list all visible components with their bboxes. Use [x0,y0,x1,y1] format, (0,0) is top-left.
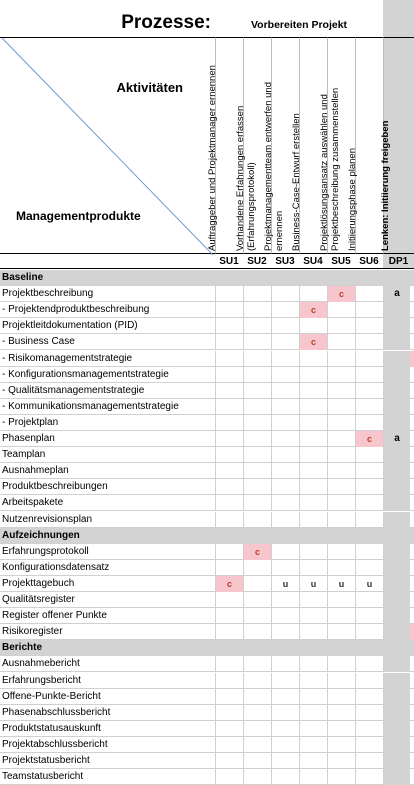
matrix-cell[interactable] [215,399,243,415]
matrix-cell[interactable] [299,463,327,479]
matrix-cell[interactable] [271,721,299,737]
matrix-cell[interactable] [271,399,299,415]
matrix-cell[interactable] [299,495,327,511]
product-label: - Konfigurationsmanagementstrategie [2,368,169,380]
matrix-cell[interactable] [243,479,271,495]
matrix-cell[interactable] [383,737,410,753]
matrix-cell[interactable] [327,673,355,689]
product-label: Phasenplan [2,433,55,444]
matrix-cell[interactable] [299,608,327,624]
product-label: Nutzenrevisionsplan [2,513,93,525]
activity-name: Projektlösungsansatz auswählen und Projektbeschreibung zusammenstellen [319,87,341,251]
matrix-cell[interactable]: c [215,576,243,592]
matrix-cell[interactable] [215,334,243,350]
matrix-cell[interactable] [383,463,410,479]
matrix-cell[interactable] [243,495,271,511]
matrix-cell[interactable] [271,544,299,560]
matrix-cell[interactable] [243,769,271,785]
activity-code: SU5 [327,254,355,269]
matrix-cell[interactable] [355,334,383,350]
matrix-cell[interactable] [215,624,243,640]
matrix-cell[interactable] [299,383,327,399]
activities-label: Aktivitäten [116,80,183,95]
activity-code: SU3 [271,254,299,269]
matrix-cell[interactable]: u [355,576,383,592]
matrix-cell[interactable] [299,689,327,705]
product-label: Teamplan [2,449,46,461]
product-label: Produktstatusauskunft [2,722,101,734]
matrix-cell[interactable] [271,608,299,624]
matrix-cell[interactable] [383,351,410,367]
matrix-cell[interactable] [215,656,243,672]
matrix-cell[interactable] [243,753,271,769]
product-label: Konfigurationsdatensatz [2,561,110,573]
product-label: Erfahrungsbericht [2,674,81,686]
matrix-cell[interactable] [243,415,271,431]
matrix-cell[interactable] [215,737,243,753]
matrix-cell[interactable] [215,705,243,721]
matrix-cell[interactable] [327,415,355,431]
matrix-cell[interactable] [355,673,383,689]
table-row [0,383,414,399]
matrix-cell[interactable] [215,383,243,399]
matrix-cell[interactable] [383,608,410,624]
matrix-cell[interactable] [299,351,327,367]
matrix-cell[interactable] [355,656,383,672]
matrix-cell[interactable] [327,463,355,479]
matrix-cell[interactable] [383,592,410,608]
table-row [0,576,414,592]
code-row-blank [0,254,215,269]
matrix-cell[interactable] [327,512,355,528]
matrix-cell[interactable] [355,769,383,785]
table-row [0,689,414,705]
matrix-cell[interactable] [243,463,271,479]
matrix-cell[interactable] [243,367,271,383]
activity-code: SU6 [355,254,383,269]
matrix-cell[interactable] [355,689,383,705]
product-label: Projektabschlussbericht [2,738,108,750]
matrix-cell[interactable] [355,286,383,302]
activity-name: Business-Case-Entwurf erstellen [291,113,302,251]
matrix-cell[interactable] [355,351,383,367]
product-label: Projekttagebuch [2,577,75,589]
matrix-cell[interactable]: c [327,286,355,302]
matrix-cell[interactable] [271,753,299,769]
activity-name: Auftraggeber und Projektmanager ernennen [207,65,218,251]
product-label: Offene-Punkte-Bericht [2,690,101,702]
matrix-cell[interactable] [243,656,271,672]
matrix-cell[interactable] [299,721,327,737]
matrix-cell[interactable] [243,592,271,608]
matrix-cell[interactable] [243,624,271,640]
matrix-cell[interactable] [383,512,410,528]
matrix-cell[interactable] [327,479,355,495]
matrix-cell[interactable] [383,544,410,560]
matrix-cell[interactable] [355,495,383,511]
table-row [0,673,414,689]
matrix-cell[interactable]: c [243,544,271,560]
product-label: Risikoregister [2,626,63,638]
matrix-cell[interactable] [383,479,410,495]
matrix-cell[interactable] [243,302,271,318]
table-row [0,318,414,334]
matrix-cell[interactable] [271,592,299,608]
matrix-cell[interactable] [383,560,410,576]
matrix-cell[interactable]: a [383,286,410,302]
matrix-cell[interactable] [215,318,243,334]
matrix-cell[interactable] [299,399,327,415]
matrix-cell[interactable] [299,367,327,383]
matrix-cell[interactable] [327,431,355,447]
matrix-cell[interactable] [327,318,355,334]
matrix-cell[interactable] [299,737,327,753]
matrix-cell[interactable] [327,753,355,769]
activity-header-dp1 [380,37,414,254]
offscreen-cell-marker [410,351,414,367]
matrix-cell[interactable] [383,367,410,383]
product-label: Arbeitspakete [2,497,64,509]
matrix-cell[interactable] [355,383,383,399]
product-label: Teamstatusbericht [2,771,84,783]
matrix-cell[interactable] [243,737,271,753]
activity-name: Initiierungsphase planen [347,148,358,251]
matrix-cell[interactable] [355,721,383,737]
matrix-cell[interactable] [383,399,410,415]
matrix-cell[interactable] [215,512,243,528]
matrix-cell[interactable] [243,431,271,447]
activity-header-su6 [347,37,383,254]
matrix-cell[interactable] [215,560,243,576]
matrix-cell[interactable] [355,463,383,479]
matrix-cell[interactable] [215,689,243,705]
matrix-cell[interactable] [271,689,299,705]
matrix-cell[interactable] [327,721,355,737]
matrix-cell[interactable] [243,560,271,576]
matrix-cell[interactable] [327,495,355,511]
matrix-cell[interactable] [271,705,299,721]
matrix-cell[interactable] [383,705,410,721]
product-label: - Projektendproduktbeschreibung [2,304,150,316]
matrix-cell[interactable] [355,705,383,721]
product-label: Produktbeschreibungen [2,481,108,493]
activity-name: Vorhandene Erfahrungen erfassen (Erfahrungsprotokoll) [235,105,257,251]
matrix-cell[interactable] [355,479,383,495]
matrix-cell[interactable]: u [271,576,299,592]
product-label: - Projektplan [2,416,59,428]
matrix-cell[interactable] [243,512,271,528]
table-row [0,399,414,415]
activity-code: SU1 [215,254,243,269]
table-row [0,463,414,479]
table-row [0,479,414,495]
section-header [0,640,414,656]
matrix-cell[interactable] [215,415,243,431]
matrix-cell[interactable] [299,544,327,560]
matrix-cell[interactable] [271,431,299,447]
matrix-cell[interactable] [215,721,243,737]
matrix-cell[interactable] [215,302,243,318]
matrix-cell[interactable] [215,351,243,367]
matrix-cell[interactable] [243,399,271,415]
matrix-cell[interactable] [271,415,299,431]
matrix-cell[interactable] [215,544,243,560]
matrix-cell[interactable] [299,560,327,576]
matrix-cell[interactable] [383,383,410,399]
matrix-cell[interactable] [243,447,271,463]
matrix-cell[interactable] [383,495,410,511]
matrix-cell[interactable] [327,705,355,721]
matrix-cell[interactable] [271,334,299,350]
matrix-cell[interactable] [383,302,410,318]
matrix-cell[interactable] [299,656,327,672]
matrix-cell[interactable] [355,415,383,431]
matrix-cell[interactable] [383,415,410,431]
matrix-cell[interactable] [271,463,299,479]
table-row [0,592,414,608]
matrix-cell[interactable] [299,673,327,689]
activity-name: Lenken: Initiierung freigeben [380,120,391,251]
matrix-cell[interactable] [243,334,271,350]
product-label: - Business Case [2,336,75,348]
matrix-cell[interactable] [215,673,243,689]
matrix-cell[interactable] [383,753,410,769]
matrix-cell[interactable] [271,656,299,672]
matrix-cell[interactable] [355,560,383,576]
matrix-cell[interactable] [327,351,355,367]
matrix-cell[interactable]: c [299,334,327,350]
matrix-cell[interactable] [243,576,271,592]
table-row [0,544,414,560]
matrix-cell[interactable] [327,592,355,608]
matrix-cell[interactable] [215,592,243,608]
matrix-cell[interactable] [355,737,383,753]
matrix-cell[interactable] [355,318,383,334]
matrix-cell[interactable] [355,367,383,383]
matrix-cell[interactable] [355,447,383,463]
matrix-cell[interactable] [299,705,327,721]
table-row [0,367,414,383]
matrix-cell[interactable] [327,624,355,640]
matrix-cell[interactable] [299,447,327,463]
matrix-cell[interactable] [383,576,410,592]
matrix-cell[interactable] [271,624,299,640]
section-label: Aufzeichnungen [2,529,80,541]
matrix-cell[interactable] [383,673,410,689]
matrix-cell[interactable] [243,721,271,737]
matrix-cell[interactable]: u [299,576,327,592]
matrix-cell[interactable] [215,753,243,769]
product-label: Register offener Punkte [2,610,107,622]
sheet-title: Prozesse: [121,12,211,33]
section-header [0,528,414,544]
matrix-cell[interactable] [271,383,299,399]
matrix-cell[interactable] [299,769,327,785]
matrix-cell[interactable] [271,769,299,785]
matrix-cell[interactable] [327,769,355,785]
matrix-cell[interactable] [327,334,355,350]
matrix-cell[interactable] [327,399,355,415]
product-label: Erfahrungsprotokoll [2,545,89,557]
table-row [0,753,414,769]
product-label: Projektbeschreibung [2,288,94,300]
matrix-cell[interactable] [327,689,355,705]
matrix-cell[interactable]: u [327,576,355,592]
table-row [0,705,414,721]
matrix-cell[interactable] [327,737,355,753]
matrix-cell[interactable] [299,415,327,431]
product-label: - Kommunikationsmanagementstrategie [2,400,179,412]
matrix-cell[interactable] [243,318,271,334]
matrix-cell[interactable] [355,512,383,528]
table-row [0,302,414,318]
matrix-cell[interactable] [215,447,243,463]
matrix-cell[interactable] [383,447,410,463]
matrix-cell[interactable] [299,624,327,640]
diagonal-header-cell [0,37,215,254]
product-label: - Qualitätsmanagementstrategie [2,384,145,396]
matrix-cell[interactable] [271,673,299,689]
matrix-cell[interactable]: c [355,431,383,447]
matrix-cell[interactable] [383,656,410,672]
matrix-cell[interactable] [383,721,410,737]
matrix-cell[interactable] [327,367,355,383]
matrix-cell[interactable] [243,383,271,399]
matrix-cell[interactable] [215,286,243,302]
matrix-cell[interactable] [215,608,243,624]
product-label: Phasenabschlussbericht [2,706,111,718]
matrix-cell[interactable] [327,544,355,560]
offscreen-cell-marker [410,624,414,640]
product-label: Ausnahmebericht [2,658,80,670]
matrix-cell[interactable] [215,463,243,479]
table-row [0,431,414,447]
table-row [0,608,414,624]
matrix-cell[interactable] [383,624,410,640]
dp-header-fill [383,0,414,37]
matrix-cell[interactable] [383,334,410,350]
matrix-cell[interactable] [271,286,299,302]
matrix-cell[interactable] [271,367,299,383]
matrix-cell[interactable] [299,512,327,528]
matrix-cell[interactable] [243,705,271,721]
matrix-cell[interactable] [383,318,410,334]
matrix-cell[interactable] [215,495,243,511]
section-label: Baseline [2,272,44,283]
matrix-cell[interactable] [243,689,271,705]
product-label: Projektstatusbericht [2,755,90,766]
table-row [0,415,414,431]
activity-code: SU4 [299,254,327,269]
product-label: Qualitätsregister [2,594,75,605]
matrix-cell[interactable] [355,624,383,640]
table-row [0,351,414,367]
matrix-cell[interactable] [271,302,299,318]
matrix-cell[interactable] [271,318,299,334]
matrix-cell[interactable] [215,367,243,383]
matrix-cell[interactable] [327,447,355,463]
products-label: Managementprodukte [16,209,141,223]
matrix-cell[interactable] [327,656,355,672]
matrix-cell[interactable] [271,495,299,511]
matrix-cell[interactable] [299,592,327,608]
table-row [0,624,414,640]
table-row [0,721,414,737]
table-row [0,656,414,672]
matrix-cell[interactable] [383,769,410,785]
product-label: - Risikomanagementstrategie [2,352,133,364]
matrix-cell[interactable] [243,351,271,367]
matrix-cell[interactable] [355,302,383,318]
matrix-cell[interactable] [215,479,243,495]
matrix-cell[interactable] [299,479,327,495]
product-label: Ausnahmeplan [2,465,69,477]
matrix-cell[interactable] [327,608,355,624]
table-row [0,769,414,785]
activity-code: SU2 [243,254,271,269]
matrix-cell[interactable] [327,560,355,576]
matrix-cell[interactable] [271,351,299,367]
matrix-cell[interactable] [327,383,355,399]
matrix-cell[interactable] [383,689,410,705]
process-group-title: Vorbereiten Projekt [250,19,348,31]
activity-name: Projektmanagementteam entwerfen und ernennen [263,82,285,251]
table-row [0,447,414,463]
matrix-cell[interactable] [355,608,383,624]
matrix-cell[interactable] [355,592,383,608]
matrix-cell[interactable] [243,673,271,689]
matrix-cell[interactable] [215,769,243,785]
table-row [0,495,414,511]
product-label: Projektleitdokumentation (PID) [2,320,138,332]
matrix-cell[interactable] [327,302,355,318]
table-row [0,334,414,350]
table-row [0,512,414,528]
matrix-cell[interactable]: c [299,302,327,318]
table-row [0,737,414,753]
activity-code: DP1 [383,254,414,269]
matrix-cell[interactable] [243,286,271,302]
section-label: Berichte [2,642,43,654]
matrix-cell[interactable] [215,431,243,447]
matrix-cell[interactable] [271,479,299,495]
matrix-cell[interactable] [271,737,299,753]
matrix-cell[interactable] [299,753,327,769]
section-header [0,270,414,286]
matrix-cell[interactable] [271,447,299,463]
matrix-cell[interactable] [271,560,299,576]
matrix-cell[interactable]: a [383,431,410,447]
matrix-cell[interactable] [243,608,271,624]
matrix-cell[interactable] [299,318,327,334]
matrix-cell[interactable] [299,431,327,447]
matrix-cell[interactable] [271,512,299,528]
matrix-cell[interactable] [355,399,383,415]
matrix-cell[interactable] [355,753,383,769]
matrix-cell[interactable] [355,544,383,560]
table-row [0,286,414,302]
matrix-cell[interactable] [299,286,327,302]
table-row [0,560,414,576]
